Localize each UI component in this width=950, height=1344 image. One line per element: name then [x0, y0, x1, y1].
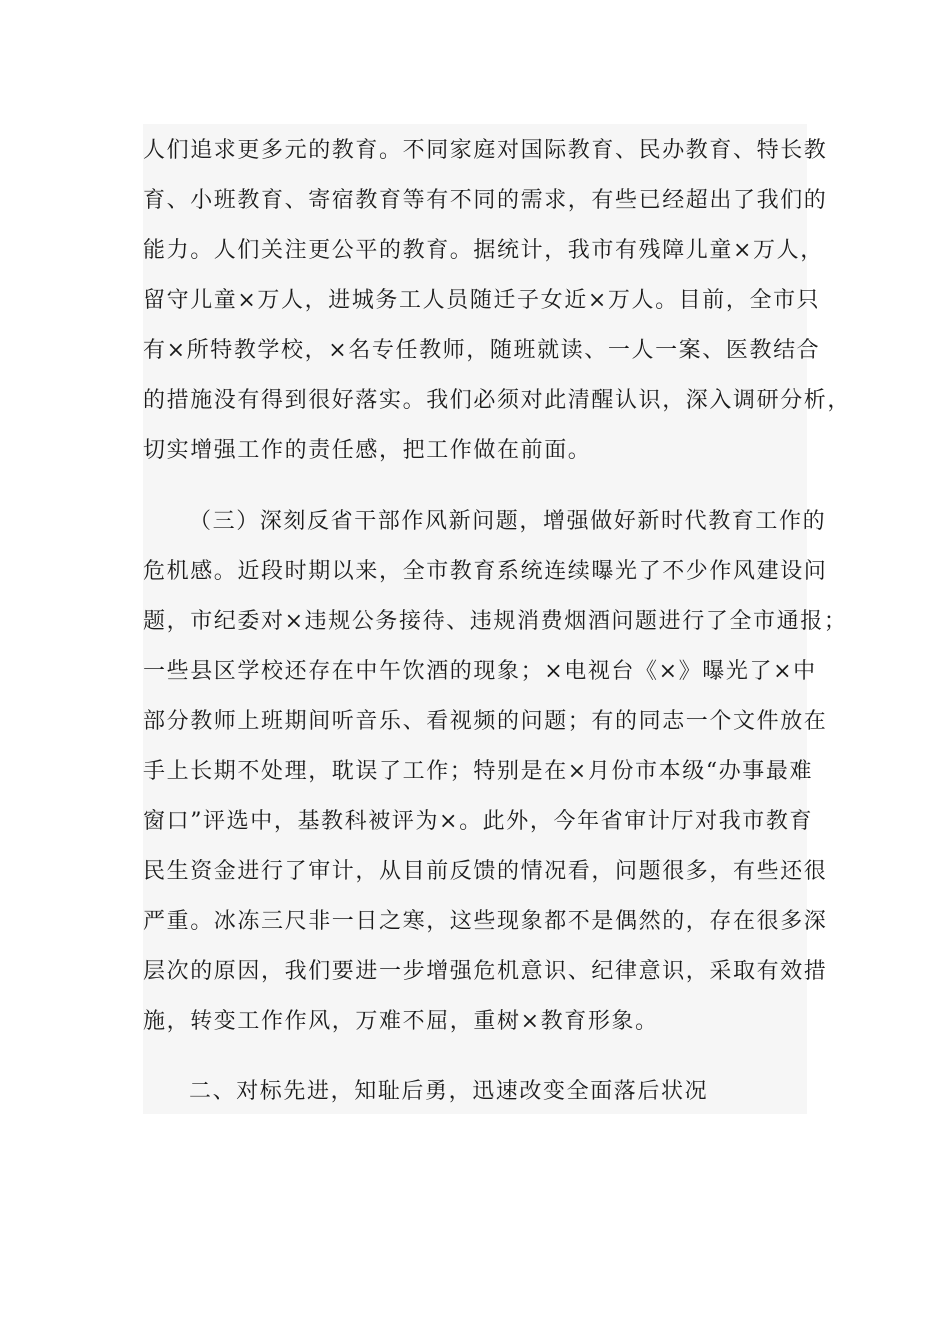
text-line: 的措施没有得到很好落实。我们必须对此清醒认识，深入调研分析， [143, 388, 852, 413]
text-line: 严重。冰冻三尺非一日之寒，这些现象都不是偶然的，存在很多深 [143, 909, 828, 934]
text-line: 层次的原因，我们要进一步增强危机意识、纪律意识，采取有效措 [143, 959, 828, 984]
section-heading-line: （三）深刻反省干部作风新问题，增强做好新时代教育工作的 [189, 509, 827, 534]
paragraph-work-style [143, 497, 847, 1047]
text-line: 人们追求更多元的教育。不同家庭对国际教育、民办教育、特长教 [143, 138, 828, 163]
paragraph-education-demand [143, 126, 851, 476]
text-line: 危机感。近段时期以来，全市教育系统连续曝光了不少作风建设问 [143, 559, 828, 584]
document-text-block [143, 124, 852, 1114]
text-line: 部分教师上班期间听音乐、看视频的问题；有的同志一个文件放在 [143, 709, 828, 734]
text-line: 手上长期不处理，耽误了工作；特别是在×月份市本级“办事最难 [143, 759, 814, 784]
text-line: 切实增强工作的责任感，把工作做在前面。 [143, 438, 592, 463]
text-line: 能力。人们关注更公平的教育。据统计，我市有残障儿童×万人， [143, 238, 824, 263]
text-line: 一些县区学校还存在中午饮酒的现象；×电视台《×》曝光了×中 [143, 659, 817, 684]
text-line: 有×所特教学校，×名专任教师，随班就读、一人一案、医教结合 [143, 338, 821, 363]
text-line: 题，市纪委对×违规公务接待、违规消费烟酒问题进行了全市通报； [143, 609, 848, 634]
section-heading-line: 二、对标先进，知耻后勇，迅速改变全面落后状况 [189, 1079, 709, 1104]
text-line: 窗口”评选中，基教科被评为×。此外，今年省审计厅对我市教育 [143, 809, 814, 834]
section-heading [143, 1067, 708, 1117]
text-line: 施，转变工作作风，万难不屈，重树×教育形象。 [143, 1009, 659, 1034]
text-line: 民生资金进行了审计，从目前反馈的情况看，问题很多，有些还很 [143, 859, 828, 884]
text-line: 育、小班教育、寄宿教育等有不同的需求，有些已经超出了我们的 [143, 188, 828, 213]
text-line: 留守儿童×万人，进城务工人员随迁子女近×万人。目前，全市只 [143, 288, 821, 313]
